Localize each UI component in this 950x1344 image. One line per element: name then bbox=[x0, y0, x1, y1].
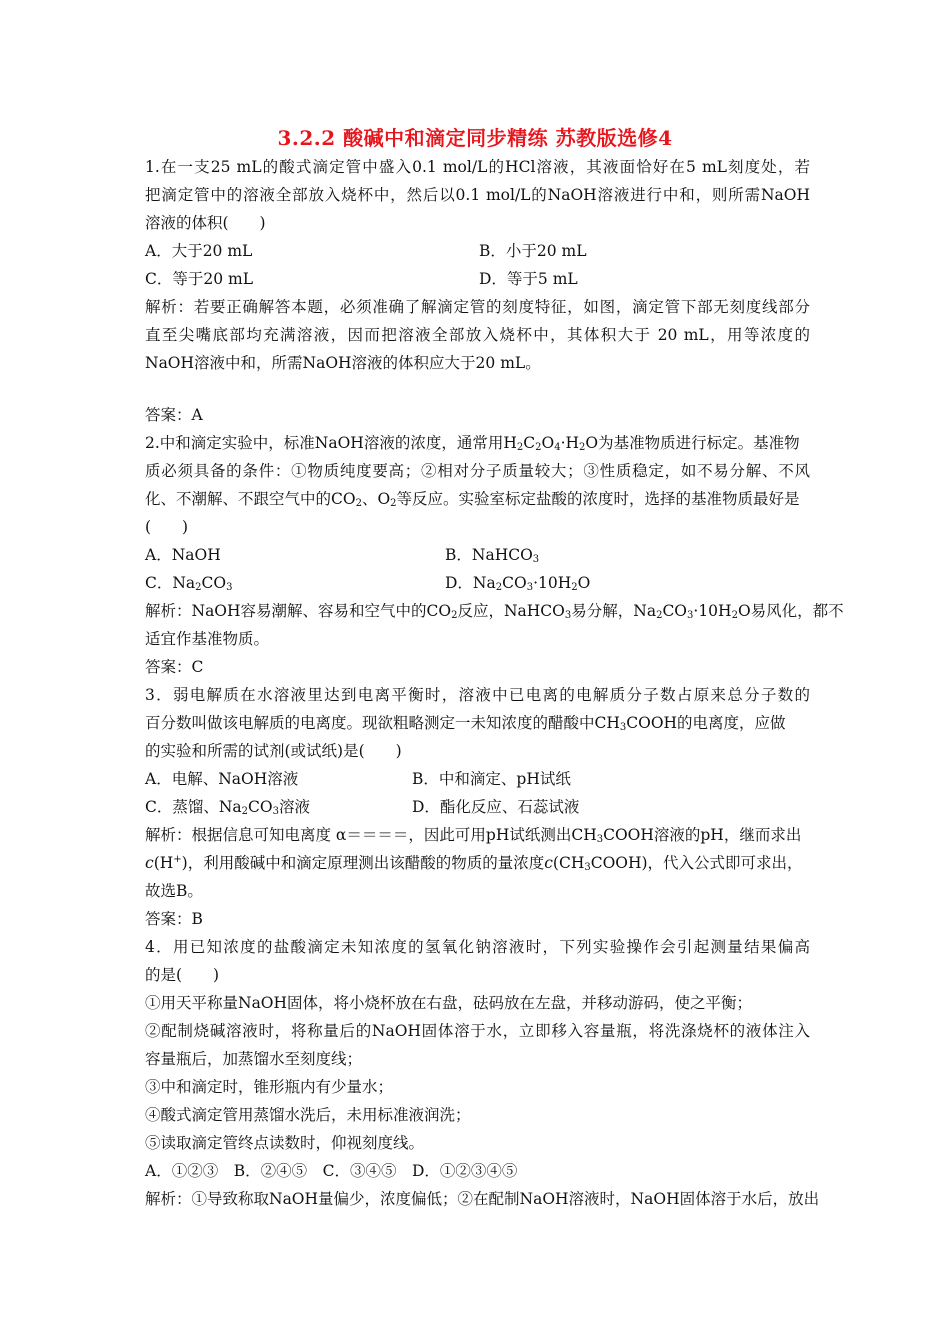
q1-answer: 答案：A bbox=[145, 406, 203, 424]
q3-stem-line-3: 的实验和所需的试剂(或试纸)是( ) bbox=[145, 742, 402, 760]
q3-stem-line-1: 3．弱电解质在水溶液里达到电离平衡时，溶液中已电离的电解质分子数占原来总分子数的 bbox=[145, 686, 810, 704]
q2-stem-line-4: ( ) bbox=[145, 518, 189, 536]
q3-stem-line-2: 百分数叫做该电解质的电离度。现欲粗略测定一未知浓度的醋酸中$CH_3COOH$的电离度，应做 bbox=[145, 714, 786, 733]
q4-item-1: ①用天平称量NaOH固体，将小烧杯放在右盘，砝码放在左盘，并移动游码，使之平衡； bbox=[145, 994, 753, 1012]
q2-stem-line-1: 2.中和滴定实验中，标准NaOH溶液的浓度，通常用$H_2C_2O_4\cdot H_2O$为基准物质进行标定。基准物 bbox=[145, 434, 800, 453]
q3-analysis-line-2: c(H+)，利用酸碱中和滴定原理测出该醋酸的物质的量浓度$c(CH_3COOH)$，代入公式即可求出， bbox=[145, 854, 803, 873]
q3-option-d: D．酯化反应、石蕊试液 bbox=[412, 798, 580, 816]
q4-item-2-line-1: ②配制烧碱溶液时，将称量后的NaOH固体溶于水，立即移入容量瓶，将洗涤烧杯的液体注入 bbox=[145, 1022, 810, 1040]
q4-item-5: ⑤读取滴定管终点读数时，仰视刻度线。 bbox=[145, 1134, 425, 1152]
q4-item-3: ③中和滴定时，锥形瓶内有少量水； bbox=[145, 1078, 394, 1096]
q3-answer: 答案：B bbox=[145, 910, 203, 928]
q1-option-b: B．小于20 mL bbox=[479, 242, 587, 260]
q4-options: A．①②③ B．②④⑤ C．③④⑤ D．①②③④⑤ bbox=[145, 1162, 518, 1180]
q2-option-d: D．$Na_2CO_3\cdot 10H_2O$ bbox=[445, 574, 591, 593]
q2-option-b: B．NaHCO$_3$ bbox=[445, 546, 540, 565]
q3-analysis-line-3: 故选B。 bbox=[145, 882, 203, 900]
q3-option-b: B．中和滴定、pH试纸 bbox=[412, 770, 571, 788]
q1-analysis-line-3: NaOH溶液中和，所需NaOH溶液的体积应大于20 mL。 bbox=[145, 354, 541, 372]
q3-option-c: C．蒸馏、$Na_2CO_3$溶液 bbox=[145, 798, 311, 817]
q2-option-a: A．NaOH bbox=[145, 546, 221, 564]
q2-option-c: C．$Na_2CO_3$ bbox=[145, 574, 233, 593]
q3-analysis-line-1: 解析：根据信息可知电离度 α＝＝＝＝，因此可用pH试纸测出$CH_3COOH$溶液的pH，继而求出 bbox=[145, 826, 802, 845]
q1-stem-line-2: 把滴定管中的溶液全部放入烧杯中，然后以0.1 mol/L的NaOH溶液进行中和，则所需NaOH bbox=[145, 186, 810, 204]
q2-stem-line-2: 质必须具备的条件：①物质纯度要高；②相对分子质量较大；③性质稳定，如不易分解、不风 bbox=[145, 462, 810, 480]
q4-stem-line-1: 4．用已知浓度的盐酸滴定未知浓度的氢氧化钠溶液时，下列实验操作会引起测量结果偏高 bbox=[145, 938, 810, 956]
q2-answer: 答案：C bbox=[145, 658, 204, 676]
q1-analysis-line-2: 直至尖嘴底部均充满溶液，因而把溶液全部放入烧杯中，其体积大于 20 mL，用等浓度的 bbox=[145, 326, 810, 344]
q4-item-4: ④酸式滴定管用蒸馏水洗后，未用标准液润洗； bbox=[145, 1106, 471, 1124]
q4-item-2-line-2: 容量瓶后，加蒸馏水至刻度线； bbox=[145, 1050, 363, 1068]
q1-option-d: D．等于5 mL bbox=[479, 270, 578, 288]
q4-analysis-line-1: 解析：①导致称取NaOH量偏少，浓度偏低；②在配制NaOH溶液时，NaOH固体溶于水后，放出 bbox=[145, 1190, 820, 1208]
document-title: 3.2.2 酸碱中和滴定同步精练 苏教版选修4 bbox=[277, 126, 673, 150]
q1-analysis-line-1: 解析：若要正确解答本题，必须准确了解滴定管的刻度特征，如图，滴定管下部无刻度线部分 bbox=[145, 298, 810, 316]
q4-stem-line-2: 的是( ) bbox=[145, 966, 220, 984]
q2-analysis-line-2: 适宜作基准物质。 bbox=[145, 630, 270, 648]
q1-stem-line-3: 溶液的体积( ) bbox=[145, 214, 266, 232]
q1-stem-line-1: 1.在一支25 mL的酸式滴定管中盛入0.1 mol/L的HCl溶液，其液面恰好在5 mL刻度处，若 bbox=[145, 158, 810, 176]
q3-option-a: A．电解、NaOH溶液 bbox=[145, 770, 299, 788]
q1-option-c: C．等于20 mL bbox=[145, 270, 254, 288]
q1-option-a: A．大于20 mL bbox=[145, 242, 253, 260]
q2-analysis-line-1: 解析：NaOH容易潮解、容易和空气中的$CO_2$反应，NaHCO$_3$易分解，$Na_2CO_3\cdot 10H_2O$易风化，都不 bbox=[145, 602, 844, 621]
q2-stem-line-3: 化、不潮解、不跟空气中的$CO_2$、$O_2$等反应。实验室标定盐酸的浓度时，选择的基准物质最好是 bbox=[145, 490, 800, 509]
